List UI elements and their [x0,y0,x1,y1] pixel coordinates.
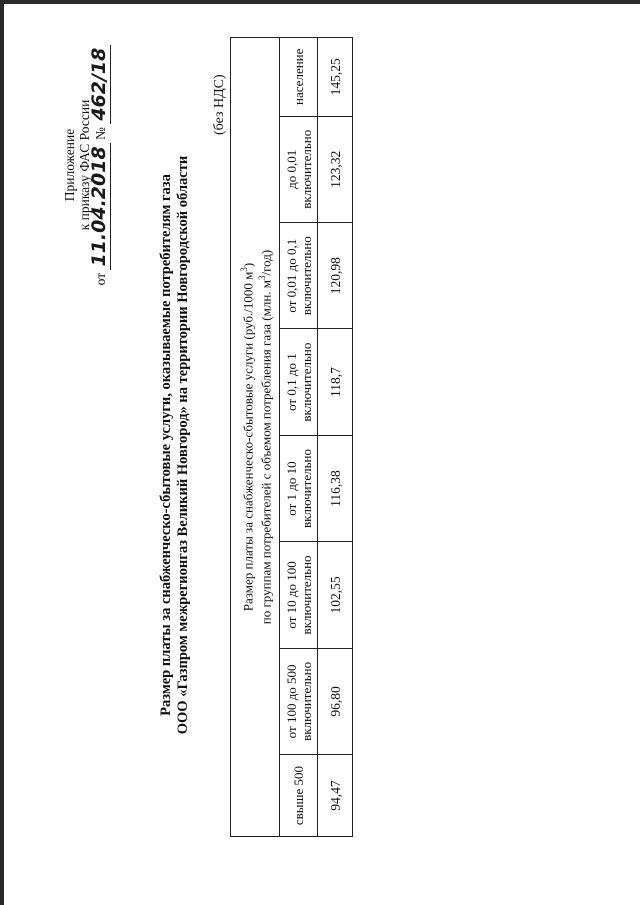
column-header-row [280,38,318,837]
values-row [318,38,353,837]
column-header: от 1 до 10 включительно [280,435,318,541]
document-title [158,65,192,825]
appendix-label: Приложение [62,128,77,202]
vat-note: (без НДС) [212,74,227,135]
column-header: население [280,38,318,117]
order-date: 11.04.2018 [88,143,111,269]
appendix-order-line: к приказу ФАС России [77,99,92,231]
table-main-header [231,38,280,837]
column-header: от 10 до 100 включительно [280,542,318,648]
order-number: 462/18 [88,45,111,124]
table-cell: 120,98 [318,222,353,328]
table-header-line-1: Размер платы за снабженческо-сбытовые услуги (руб./1000 $м^3$) [238,262,255,612]
column-header: свыше 500 [280,755,318,837]
column-header: от 0,01 до 0,1 включительно [280,222,318,328]
column-header: до 0,01 включительно [280,116,318,222]
table-cell: 94,47 [318,755,353,837]
table-cell: 96,80 [318,648,353,754]
table-cell: 116,38 [318,435,353,541]
appendix-block [62,35,108,295]
title-line-2: ООО «Газпром межрегионгаз Великий Новгород» на территории Новгородской области [175,155,191,735]
table-cell: 123,32 [318,116,353,222]
tariff-table [230,37,353,837]
table-cell: 102,55 [318,542,353,648]
table-cell: 145,25 [318,38,353,117]
number-prefix: № [93,127,108,140]
appendix-date-number [88,35,110,295]
table-header-line-2: по группам потребителей с объемом потребления газа (млн. $м^3/год$) [257,249,274,625]
column-header: от 0,1 до 1 включительно [280,329,318,435]
table-cell: 118,7 [318,329,353,435]
title-line-1: Размер платы за снабженческо-сбытовые услуги, оказываемые потребителям газа [158,174,174,716]
date-prefix: от [93,272,108,286]
column-header: от 100 до 500 включительно [280,648,318,754]
